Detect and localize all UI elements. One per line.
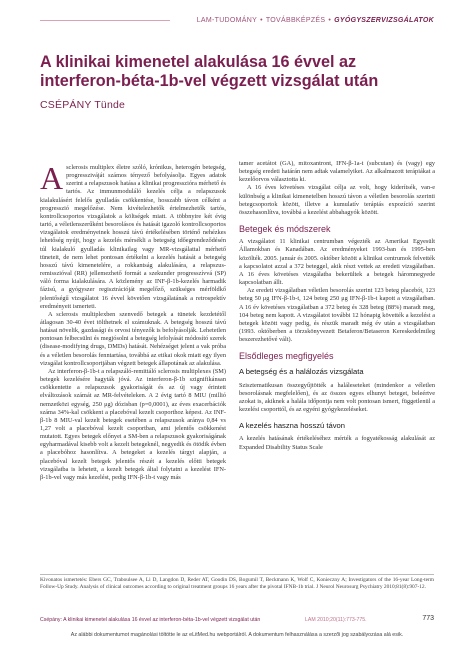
footnote-rule	[40, 574, 434, 575]
subheading-mortality: A betegség és a halálozás vizsgálata	[239, 367, 364, 377]
header-section-3: GYÓGYSZERVIZSGÁLATOK	[334, 16, 434, 24]
header-separator: •	[260, 16, 263, 24]
title-line-2: interferon-béta-1b-vel végzett vizsgálat után	[40, 72, 379, 90]
paragraph: A kezelés hatásának értékeléséhez mérték a fogyatékosság alakulását az Expanded Disability Status Scale	[239, 435, 435, 451]
paragraph: Az interferon-β-1b-t a relapszáló-remittáló sclerosis multiplexes (SM) betegek kezelésére hagyták jóvá. Az interferon-β-1b szignifikánsan csökkentette a relapszusok gyakoriságát és az új vagy érintett elváltozások számát az MR-felvételeken. A 2 évig tartó 8 MIU (millió nemzetközi egység, 250 μg) dózisban (p=0,0001), az éves exacerbációk száma 34%-kal csökkent a placebóval kezelt csoporthoz képest. Az INF-β-1b 8 MIU-val kezelt betegek esetében a relapszusok aránya 0,84 vs 1,27 volt a placebóval kezelt csoportban, ami jelentős csökkenést mutatott. Egyes betegek előnyei a SM-ben a relapszusok gyakoriságának egyharmadával kisebb volt a kezelt betegeknél, negyedik és ötödik évben a placebóhoz hasonlítva. A betegeket a kezelés tárgyi alapján, a placebóval kezelt betegek jelentős részét a kezelés előtti betegek vizsgálatba is lehetett, a kezelt betegek által folytatni a kezelést IFN-β-1b-vel vagy más kezelést, pedig IFN-β-1b-t vagy más	[40, 367, 226, 481]
download-disclaimer: Az alábbi dokumentumot magánolási töltötte le az eLitMed.hu webportálról. A dokumentum felhasználása a szerzői jog szabályozása alá esik.	[70, 632, 404, 638]
header-section-2: TOVÁBBKÉPZÉS	[265, 16, 326, 24]
header-separator: •	[328, 16, 332, 24]
section-header	[170, 14, 434, 26]
left-column	[40, 160, 226, 482]
paragraph: A vizsgálatot 11 klinikai centrumban végezték az Amerikai Egyesült Államokban és Kanadában. Az eredményeket 1993-ban és 1995-ben közölték. 2005. január és 2005. október között a klinikai centrumok felvették a kapcsolatot azzal a 372 beteggel, akik részt vettek az eredeti vizsgálatban. A 16 éves követéses vizsgálatba bekerültek a betegek háromnegyede kapcsolatban állt.	[239, 238, 435, 287]
paragraph: tamer acetátot (GA), mitoxantront, IFN-β-1a-t (subcutan) és (vagy) egy betegség eredeti határán nem adtak valamelyiket. Az alkalmazott terápiákat a kezelőorvos választotta ki.	[239, 160, 435, 184]
section-heading-primary: Elsődleges megfigyelés	[239, 351, 334, 362]
section-heading-methods: Betegek és módszerek	[239, 224, 331, 235]
author-name: CSÉPÁNY Tünde	[40, 99, 126, 111]
header-section-1: LAM-TUDOMÁNY	[196, 16, 258, 24]
paragraph: Az eredeti vizsgálatban véletlen besorolás szerint 123 beteg placebót, 123 beteg 50 μg IFN-β-1b-t, 124 beteg 250 μg IFN-β-1b-t kapott a vizsgálatban. A 16 év követéses vizsgálatban a 372 beteg és 328 beteg (88%) maradt meg, 104 beteg nem kapott. A vizsgálatot további 12 hónapig követték a kezelést a betegek között vagy pedig, és részük maradt még év után a vizsgálatban (1993. októberben a törzskönyvezett Betaferon/Betaseron Kereskedelmileg beszerezhetővé vált).	[239, 287, 435, 344]
right-column	[239, 160, 435, 452]
paragraph: A 16 éves követéses vizsgálat célja az volt, hogy kiderítsék, van-e különbség a klinikai kimenetelben hosszú távon a véletlen besorolás szerinti betegcsoportok között, illetve a kumulatív terápiás expozíció szerint összehasonlítva, továbbá a kezelést abbahagyók között.	[239, 184, 435, 216]
intro-paragraph	[40, 160, 226, 311]
source-footnote: Kivonatos ismertetés: Ebers GC, Traboulsee A, Li D, Langdon D, Reder AT, Goodin DS, Bogumil T, Beckmann K, Wolf C, Konieczny A; Investigators of the 16-year Long-term Follow-Up Study. Analysis of clinical outcomes according to original treatment groups 16 years after the pivotal IFNB-1b trial. J Neurol Neurosurg Psychiatry 2010;81(8):907-12.	[40, 577, 434, 591]
page-number: 773	[422, 615, 434, 622]
paragraph: A sclerosis multiplexben szenvedő betegek a tünetek kezdetétől átlagosan 30-40 évet tölthetnek el számuknak. A betegség hosszú távú hatásai növelik, gazdasági és orvosi tényezők is befolyásolják. Lehetetlen pontosan felbecsülni és megjósolni a betegség lefolyását módosító szerek (disease-modifying drugs, DMDs) hatását. Nehézséget jelent a vak próba és a véletlen besorolás fenntartása, továbbá az etikai okok miatt egy ilyen vizsgálat kontrollcsoportjában végzett betegek állapotának az alakulása.	[40, 310, 226, 367]
footer-citation: Csépány: A klinikai kimenetel alakulása 16 évvel az interferon-béta-1b-vel végzett vizsgálat után	[40, 617, 261, 623]
title-line-1: A klinikai kimenetel alakulása 16 évvel az	[40, 53, 357, 71]
article-title	[40, 53, 450, 91]
subheading-long-term-benefit: A kezelés hasznа hosszú távon	[239, 421, 345, 431]
paragraph-text: sclerosis multiplex életre szóló, krónikus, heterogén betegség, progressziváját számos tényező befolyásolja. Egyes adatok szerint a relapszusok hatása a klinikai progresszióra mérhető és tartós. Az immunmoduláló kezelés célja a relapszusok kialakulásért felelős gyulladás csökkentése, hosszabb távon célként a progresszió megelőzése. Nem kivételezhetők értelmezhetők tartós, kontrollcsoportos vizsgálatok a költségek miatt. A többnyire két évig tartó, a véletlenszerűként besorolásos és hatását igazoló kontrollcsoportos vizsgálatok eredményeinek hosszú távú értékelésében történő nehézkes lehetőség nyújt, hogy a kezelés mérsékli a betegség időegrendeződésén túl kialakuló gyulladás klinikailag vagy MR-vizsgálattal mérhető tüneteit, de nem lehet pontosan értékelni a kezelés hatását a betegség hosszú távú kimenetelére, a rokkantság alakulására, a relapszus-remisszióval (RR) jellemezhető formát a szekunder progresszívvá (SP) váló forma kialakulására. A közlemény az INF-β-1b-kezelés harmadik fázisú, a gyógyszer regisztrációját megelőző, szükséges mérföldkő jelentőségű vizsgálatot 16 évvel követően vizsgálatának a retrospektív eredményeit ismerteti.	[40, 164, 226, 310]
page-footer	[0, 614, 474, 626]
drop-cap: A	[40, 160, 64, 196]
paragraph: Szisztematikusan összegyűjtötték a haláleseteket (mindenkor a véletlen besorolásnak megfelelően), és az összes egyes elhunyt beteget, beleértve azokat is, akiknek a halála időpontja nem volt pontosan ismert, függetlenül a kezelési csoporttól, és az egyéni gyógykezeléseket.	[239, 381, 435, 414]
footer-reference: LAM 2010;20(11):773-775.	[305, 617, 367, 623]
